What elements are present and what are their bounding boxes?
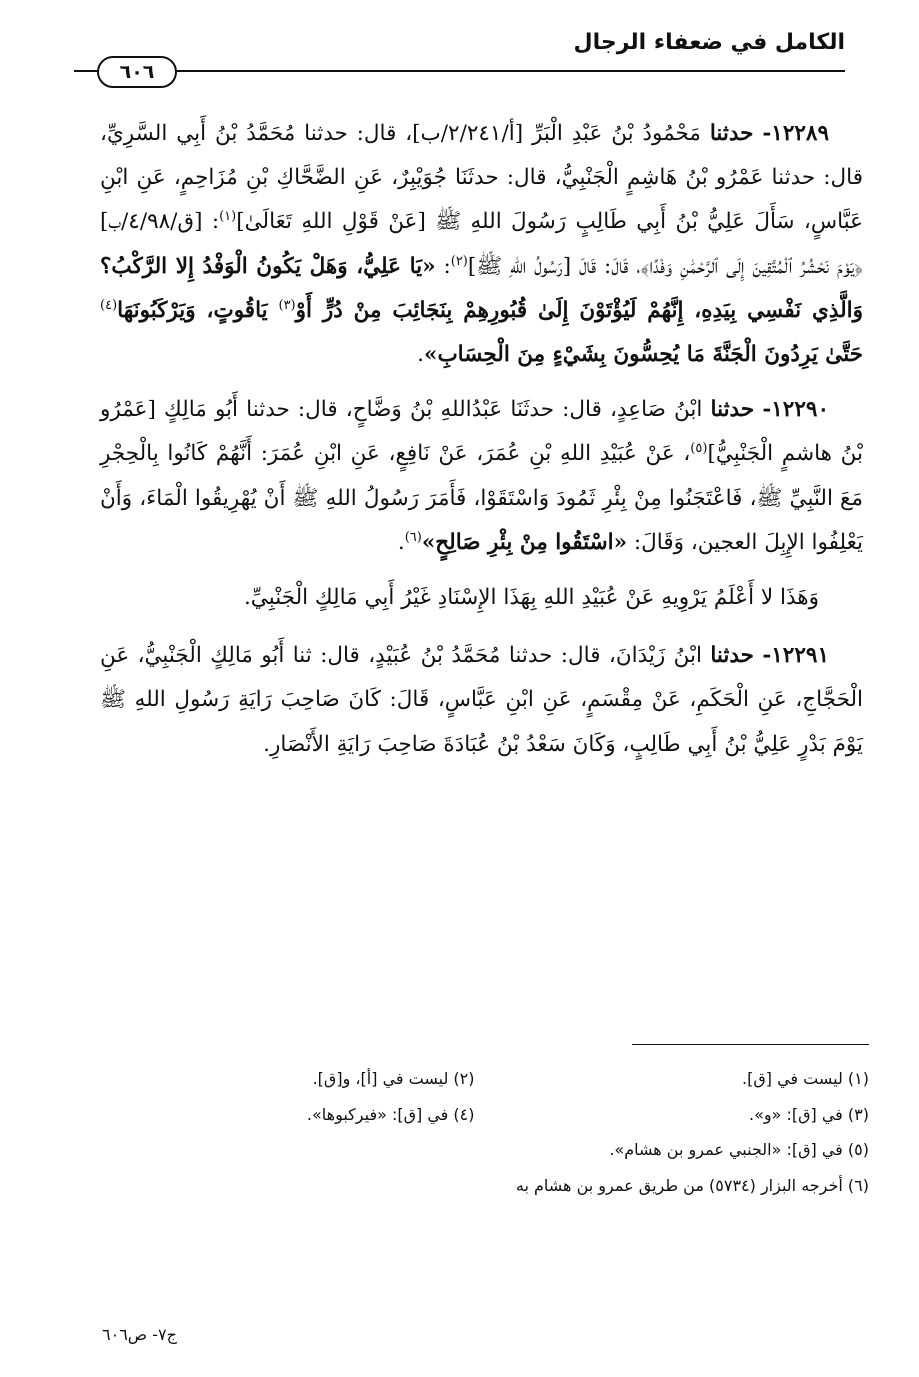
footnote-ref: (٢) [450, 253, 468, 269]
footnote-row [80, 1060, 869, 1096]
footnote-2: (٢) ليست في [أ]، و[ق]. [312, 1068, 475, 1088]
page-number-badge: ٦٠٦ [97, 56, 177, 88]
hadith-12291 [100, 634, 863, 767]
footnote-4: (٤) في [ق]: «فيركبوها». [306, 1104, 475, 1124]
hadith-text: ابْنُ زَيْدَانَ، قال: حدثنا مُحَمَّدُ بْنُ عُبَيْدٍ، قال: ثنا أَبُو مَالِكٍ الْجَنْبِيُّ، عَنِ الْحَجَّاجِ، عَنِ الْحَكَمِ، عَنْ مِقْسَمٍ، عَنِ ابْنِ عَبَّاسٍ، قَالَ: كَانَ صَاحِبَ رَايَةِ رَسُولِ اللهِ ﷺ يَوْمَ بَدْرٍ عَلِيُّ بْنُ أَبِي طَالِبٍ، وَكَانَ سَعْدُ بْنُ عُبَادَةَ صَاحِبَ رَايَةِ الأَنْصَارِ. [100, 643, 863, 757]
footnote-6: (٦) أخرجه البزار (٥٧٣٤) من طريق عمرو بن هشام به [515, 1176, 869, 1195]
prophetic-quote: «اسْتَقُوا مِنْ بِئْرِ صَالِحٍ» [421, 529, 628, 555]
footnote-ref: (١) [219, 209, 237, 225]
hadith-text: ، عَنْ عُبَيْدِ اللهِ بْنِ عُمَرَ، عَنْ نَافِعٍ، عَنِ ابْنِ عُمَرَ: أَنَّهُمْ كَانُوا بِالْحِجْرِ مَعَ النَّبِيِّ ﷺ، فَاعْتَجَنُوا مِنْ بِئْرِ ثَمُودَ وَاسْتَقَوْا، فَأَمَرَ رَسُولُ اللهِ ﷺ أَنْ يُهْرِيقُوا الْمَاءَ، وَأَنْ يَعْلِفُوا الإِبِلَ العجين، وَقَالَ: [100, 441, 863, 555]
hadith-lead-word: حدثنا [710, 643, 754, 669]
hadith-12289 [100, 112, 863, 377]
hadith-lead-word: حدثنا [709, 121, 754, 146]
footnote-ref: (٤) [100, 297, 118, 313]
hadith-text: : [ق/٤/٩٨/ب] ﴿يَوْمَ نَحْشُرُ ٱلْمُتَّقِينَ إِلَى ٱلرَّحْمَٰنِ وَفْدًا﴾، قَالَ: قَالَ [رَسُولُ اللهِ ﷺ] [100, 209, 863, 279]
prophetic-quote: يَاقُوتٍ، وَيَرْكَبُونَهَا [117, 297, 279, 323]
main-text [100, 112, 863, 778]
footnote-separator [632, 1044, 869, 1045]
hadith-number: ١٢٢٩٠- [762, 397, 829, 423]
hadith-number: ١٢٢٩١- [762, 643, 829, 669]
footnote-1: (١) ليست في [ق]. [742, 1068, 869, 1088]
hadith-12290 [100, 388, 863, 565]
footnote-5: (٥) في [ق]: «الجنبي عمرو بن هشام». [609, 1140, 869, 1159]
footnote-row [80, 1096, 869, 1132]
prophetic-quote: «يَا عَلِيُّ، وَهَلْ يَكُونُ الْوَفْدُ إِلا الرَّكْبُ؟ وَالَّذِي نَفْسِي بِيَدِهِ، إِنَّهُمْ لَيُؤْتَوْنَ إِلَىٰ قُبُورِهِمْ بِنَجَائِبَ مِنْ دُرٍّ أَوْ [100, 253, 863, 323]
hadith-number: ١٢٢٨٩- [762, 121, 830, 146]
prophetic-quote: حَتَّىٰ يَرِدُونَ الْجَنَّةَ مَا يُحِسُّونَ بِشَيْءٍ مِنَ الْحِسَابِ» [424, 342, 863, 368]
hadith-lead-word: حدثنا [710, 397, 755, 423]
footnotes [80, 1060, 869, 1204]
hadith-text: . [417, 342, 424, 368]
hadith-text: . [397, 529, 405, 555]
footnote-ref: (٦) [404, 529, 422, 545]
footnote-ref: (٣) [278, 297, 296, 313]
header-rule [74, 70, 845, 72]
volume-page-reference: ج٧- ص٦٠٦ [102, 1325, 177, 1344]
hadith-text: مَحْمُودُ بْنُ عَبْدِ الْبَرِّ [أ/٢/٢٤١/ب]، قال: حدثنا مُحَمَّدُ بْنُ أَبِي السَّرِيِّ، قال: حدثنا عَمْرُو بْنُ هَاشِمٍ الْجَنْبِيُّ، قال: حدثَنَا جُوَيْبِرٌ، عَنِ الضَّحَّاكِ بْنِ مُزَاحِمٍ، عَنِ ابْنِ عَبَّاسٍ، سَأَلَ عَلِيُّ بْنُ أَبِي طَالِبٍ رَسُولَ اللهِ ﷺ [عَنْ قَوْلِ اللهِ تَعَالَىٰ] [100, 121, 863, 235]
author-comment: وَهَذَا لا أَعْلَمُ يَرْوِيهِ عَنْ عُبَيْدِ اللهِ بِهَذَا الإِسْنَادِ غَيْرُ أَبِي مَالِكٍ الْجَنْبِيِّ. [243, 585, 819, 611]
footnote-ref: (٥) [690, 441, 708, 457]
running-head-title: الكامل في ضعفاء الرجال [573, 30, 845, 55]
footnote-3: (٣) في [ق]: «و». [748, 1104, 869, 1124]
hadith-text: ابْنُ صَاعِدٍ، قال: حدثَنَا عَبْدُاللهِ بْنُ وَضَّاحٍ، قال: حدثنا أَبُو مَالِكٍ [عَمْرُو بْنُ هاشمٍ الْجَنْبِيُّ] [100, 397, 863, 467]
hadith-text: : [435, 253, 451, 279]
